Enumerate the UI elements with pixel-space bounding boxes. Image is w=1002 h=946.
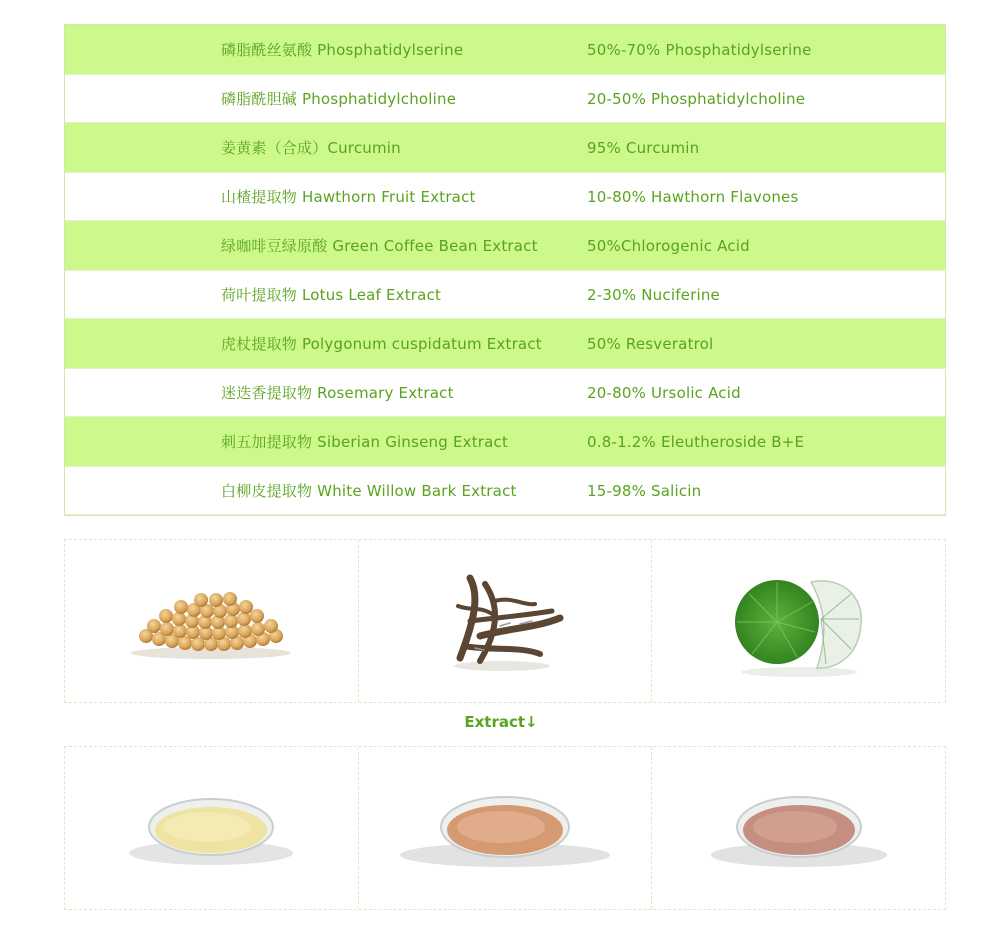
product-name: 虎杖提取物 Polygonum cuspidatum Extract bbox=[221, 335, 542, 353]
table-row bbox=[65, 25, 945, 74]
table-row bbox=[65, 270, 945, 319]
product-spec: 20-80% Ursolic Acid bbox=[587, 383, 741, 402]
powder-dish-cell bbox=[652, 747, 945, 909]
product-name: 刺五加提取物 Siberian Ginseng Extract bbox=[221, 433, 509, 451]
product-spec: 50% Resveratrol bbox=[587, 334, 714, 353]
brown-powder-dish-image bbox=[704, 783, 894, 873]
table-row bbox=[65, 172, 945, 221]
yellow-powder-dish-image bbox=[121, 783, 301, 873]
product-spec: 20-50% Phosphatidylcholine bbox=[587, 89, 806, 108]
product-name: 绿咖啡豆绿原酸 Green Coffee Bean Extract bbox=[221, 237, 538, 255]
product-name: 磷脂酰丝氨酸 Phosphatidylserine bbox=[221, 41, 464, 59]
product-spec: 0.8-1.2% Eleutheroside B+E bbox=[587, 432, 805, 451]
orange-powder-dish-image bbox=[395, 783, 615, 873]
product-name: 山楂提取物 Hawthorn Fruit Extract bbox=[221, 188, 476, 206]
soybeans-image-cell bbox=[65, 540, 359, 702]
product-spec: 95% Curcumin bbox=[587, 138, 700, 157]
table-row bbox=[65, 123, 945, 172]
soybeans-image bbox=[126, 581, 296, 661]
lotus-leaf-image bbox=[729, 564, 869, 679]
powder-dish-cell bbox=[65, 747, 359, 909]
product-name: 白柳皮提取物 White Willow Bark Extract bbox=[221, 482, 517, 500]
product-spec: 10-80% Hawthorn Flavones bbox=[587, 187, 799, 206]
dried-root-image bbox=[440, 566, 570, 676]
product-spec: 50%Chlorogenic Acid bbox=[587, 236, 750, 255]
table-row bbox=[65, 417, 945, 466]
table-row bbox=[65, 221, 945, 270]
extract-powder-grid bbox=[64, 746, 946, 910]
product-name: 磷脂酰胆碱 Phosphatidylcholine bbox=[221, 90, 457, 108]
product-name: 荷叶提取物 Lotus Leaf Extract bbox=[221, 286, 442, 304]
table-row bbox=[65, 368, 945, 417]
raw-material-grid bbox=[64, 539, 946, 703]
table-row bbox=[65, 319, 945, 368]
root-image-cell bbox=[359, 540, 653, 702]
product-name: 姜黄素（合成）Curcumin bbox=[221, 139, 401, 157]
product-table bbox=[64, 24, 946, 516]
product-spec: 2-30% Nuciferine bbox=[587, 285, 720, 304]
table-row bbox=[65, 466, 945, 515]
extract-arrow-label: Extract↓ bbox=[464, 713, 538, 731]
product-spec: 15-98% Salicin bbox=[587, 481, 702, 500]
product-spec: 50%-70% Phosphatidylserine bbox=[587, 40, 812, 59]
table-row bbox=[65, 74, 945, 123]
product-name: 迷迭香提取物 Rosemary Extract bbox=[221, 384, 454, 402]
powder-dish-cell bbox=[359, 747, 653, 909]
lotus-leaf-image-cell bbox=[652, 540, 945, 702]
